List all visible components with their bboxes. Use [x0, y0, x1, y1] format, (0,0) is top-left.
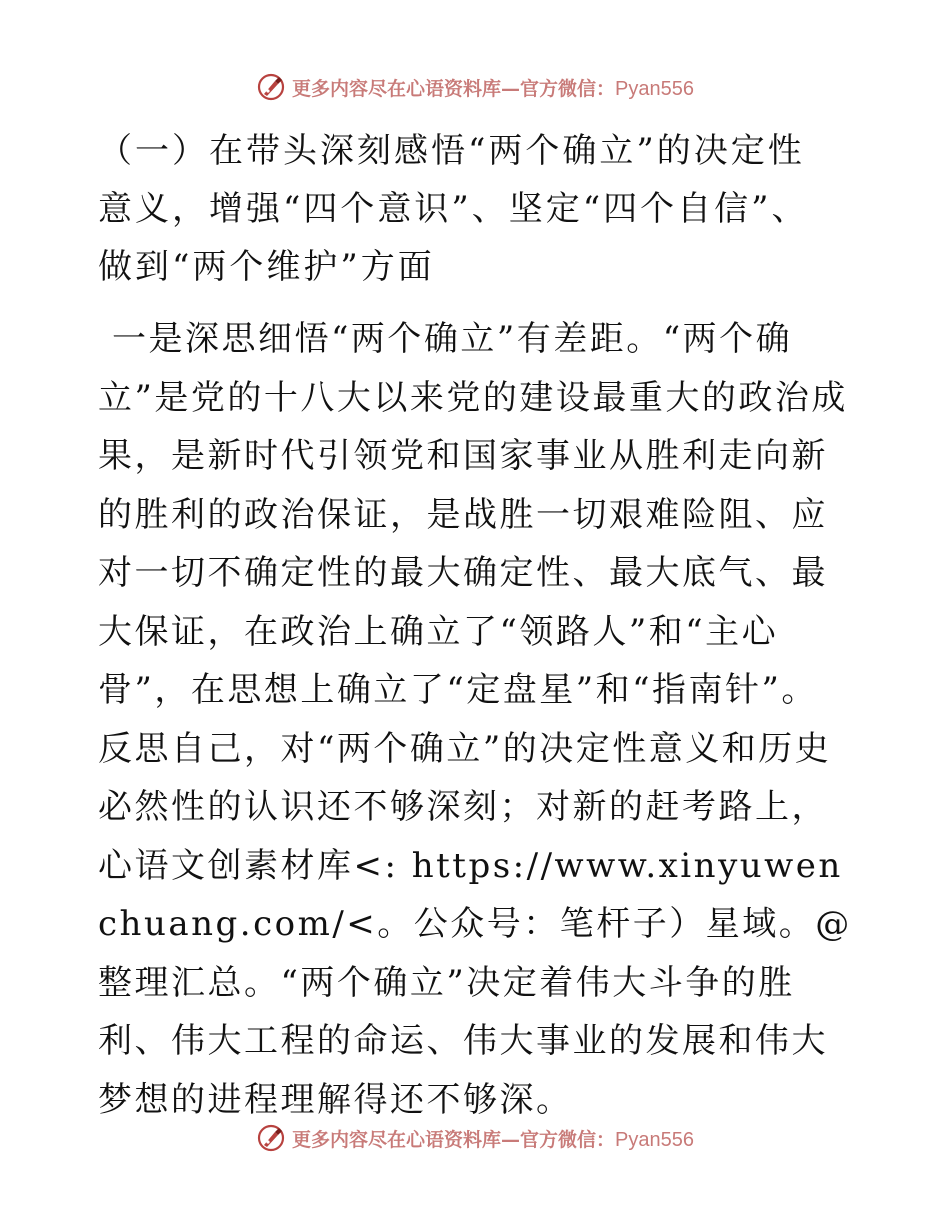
header-watermark: [0, 72, 950, 102]
watermark-text: 更多内容尽在心语资料库—官方微信：: [292, 1128, 616, 1151]
watermark-wechat-id: Pyan556: [615, 77, 694, 100]
body-paragraph: 一是深思细悟“两个确立”有差距。“两个确立”是党的十八大以来党的建设最重大的政治成果，是新时代引领党和国家事业从胜利走向新的胜利的政治保证，是战胜一切艰难险阻、应对一切不确定性的最大确定性、最大底气、最大保证，在政治上确立了“领路人”和“主心骨”，在思想上确立了“定盘星”和“指南针”。反思自己，对“两个确立”的决定性意义和历史必然性的认识还不够深刻；对新的赶考路上，心语文创素材库<: https://www.xinyuwenchuang.com/<。公众号：笔杆子）星域。@整理汇总。“两个确立”决定着伟大斗争的胜利、伟大工程的命运、伟大事业的发展和伟大梦想的进程理解得还不够深。: [98, 319, 852, 1120]
section-heading: （一）在带头深刻感悟“两个确立”的决定性意义，增强“四个意识”、坚定“四个自信”、做到“两个维护”方面: [98, 131, 809, 287]
watermark-wechat-id: Pyan556: [615, 1128, 694, 1151]
pen-nib-logo-icon: [256, 1123, 286, 1153]
pen-nib-logo-icon: [256, 72, 286, 102]
watermark-text: 更多内容尽在心语资料库—官方微信：: [292, 77, 616, 100]
footer-watermark: [0, 1123, 950, 1153]
